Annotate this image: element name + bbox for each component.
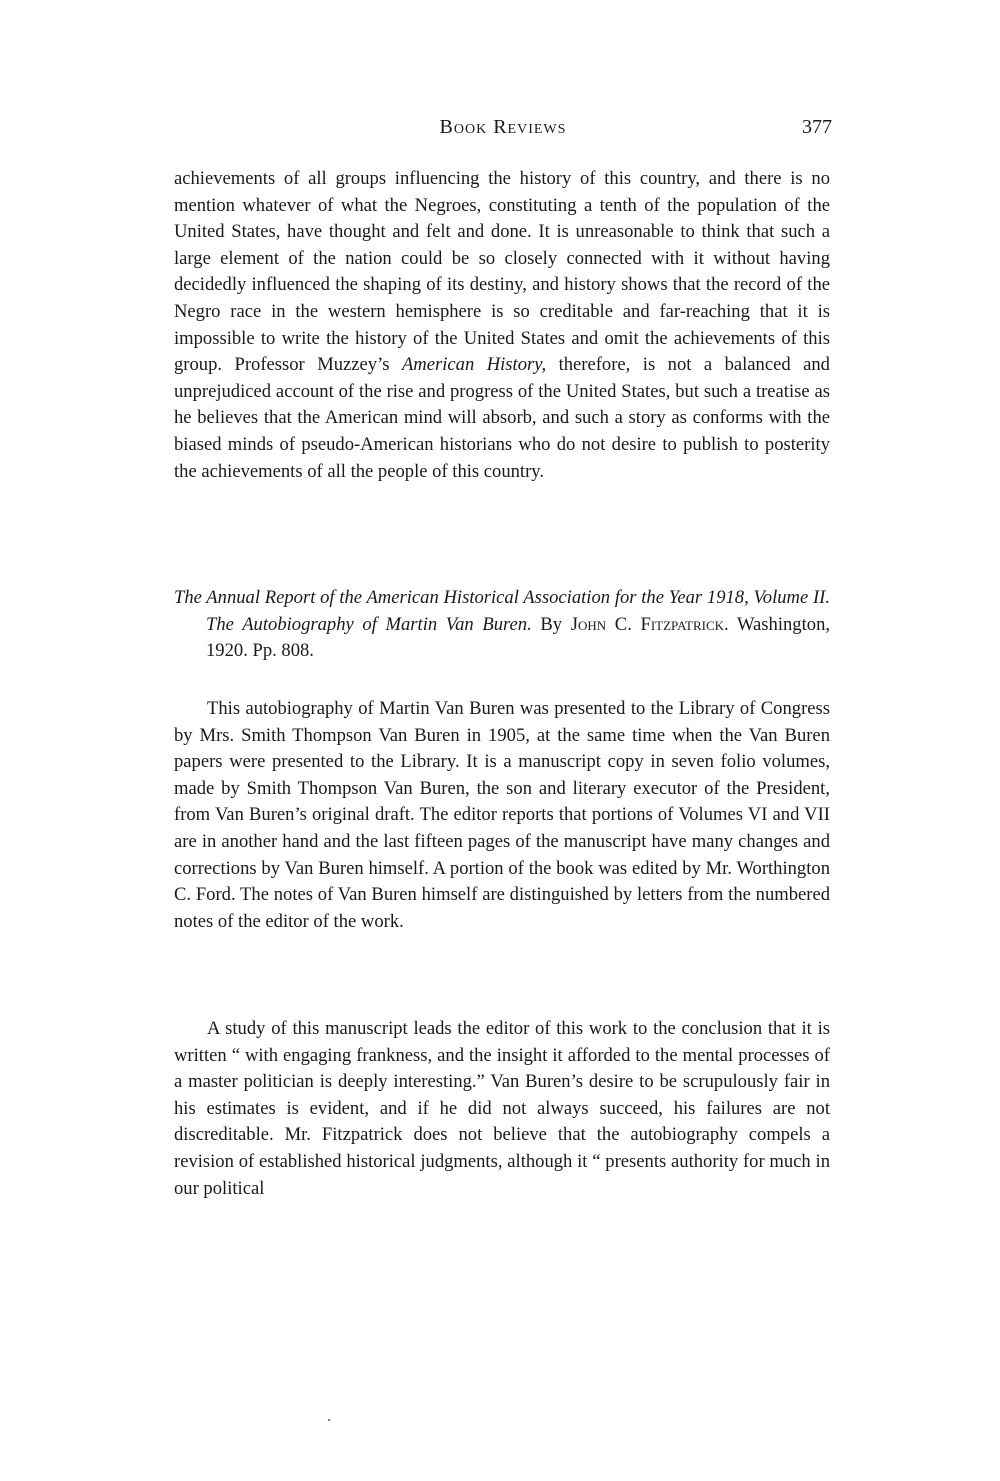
paragraph-continued (174, 166, 830, 485)
page-number: 377 (802, 116, 832, 138)
paragraph-1b-pre: Professor Muzzey’s (234, 354, 402, 376)
citation-by: By (531, 613, 571, 635)
citation-author: John C. Fitzpatrick. (570, 613, 729, 635)
page-header (174, 116, 832, 148)
citation-title: The Annual Report of the American Historical Association for the Year 1918, Volume II. The Autobiography of Martin Van Buren. (174, 587, 830, 635)
review-paragraph-1: This autobiography of Martin Van Buren was presented to the Library of Congress by Mrs. Smith Thompson Van Buren in 1905, at the same time when the Van Buren papers were presented to the Library. It is a manuscript copy in seven folio volumes, made by Smith Thompson Van Buren, the son and literary executor of the President, from Van Buren’s original draft. The editor reports that portions of Volumes VI and VII are in another hand and the last fifteen pages of the manuscript have many changes and corrections by Van Buren himself. A portion of the book was edited by Mr. Worthington C. Ford. The notes of Van Buren himself are distinguished by letters from the numbered notes of the editor of the work. (174, 698, 830, 932)
review-paragraph-2: A study of this manuscript leads the editor of this work to the conclusion that it is written “ with engaging frankness, and the insight it afforded to the mental processes of a master politician is deeply interesting.” Van Buren’s desire to be scrupulously fair in his estimates is evident, and if he did not always succeed, his failures are not discreditable. Mr. Fitzpatrick does not believe that the autobiography compels a revision of established historical judgments, although it “ presents authority for much in our political (174, 1018, 830, 1199)
paragraph-1-text: achievements of all groups influencing the history of this country, and there is no mention whatever of what the Negroes, constituting a tenth of the population of the United States, have thought and felt and done. It is unreasonable to think that such a large element of the nation could be so closely connected with it without having decidedly influenced the shaping of its destiny, and history shows that the record of the Negro race in the western hemisphere is so creditable and far-reaching that it is impossible to write the history of the United States and omit the achievements of this group. (174, 168, 830, 376)
ink-speck (328, 1419, 330, 1421)
book-title-american-history: American History, (401, 354, 547, 376)
citation-publication: Washington, 1920. Pp. 808. (206, 613, 831, 662)
running-head: Book Reviews (439, 116, 567, 138)
paragraph-1b-post: therefore, is not a balanced and unprejudiced account of the rise and progress of the United States, but such a treatise as he believes that the American mind will absorb, and such a story as conforms with the biased minds of pseudo-American historians who do not desire to publish to posterity the achievements of all the people of this country. (174, 354, 830, 482)
review-citation (174, 585, 830, 665)
